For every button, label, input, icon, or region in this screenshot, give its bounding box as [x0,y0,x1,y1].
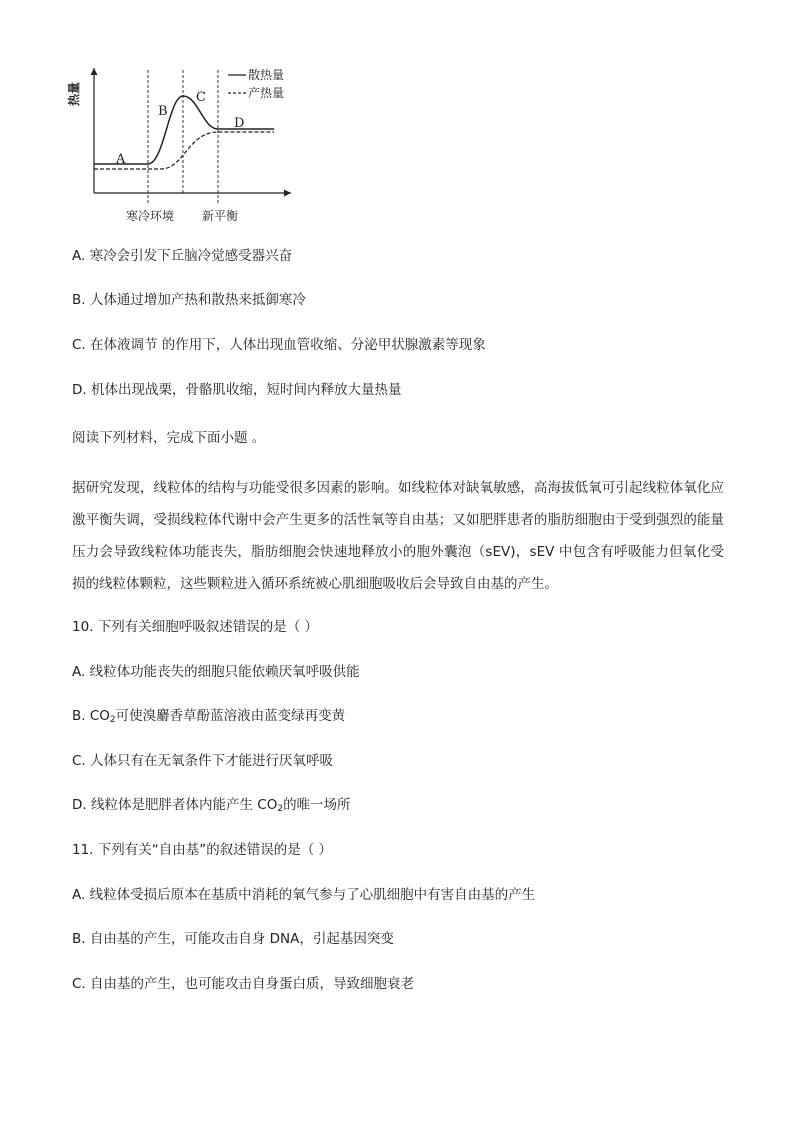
option-text-pre: CO [89,708,110,724]
option-key: D. [72,382,87,398]
q10-stem: 10. 下列有关细胞呼吸叙述错误的是（ ） [72,619,319,635]
legend-heat-dissipation: 散热量 [248,68,285,82]
stage-label-a: A [116,152,126,167]
option-key: A. [72,664,86,680]
q11-stem: 11. 下列有关“自由基”的叙述错误的是（ ） [72,842,333,858]
option-key: D. [72,797,87,813]
option-text-pre: 线粒体是肥胖者体内能产生 CO [90,797,278,813]
option-key: B. [72,931,86,947]
q9-option-a [72,246,292,266]
option-key: C. [72,337,86,353]
heat-chart [66,62,306,232]
reading-intro: 阅读下列材料，完成下面小题 。 [72,430,266,446]
option-text-post: 可使溴麝香草酚蓝溶液由蓝变绿再变黄 [115,708,346,724]
option-key: B. [72,292,86,308]
x-tick-new-balance: 新平衡 [202,209,239,223]
q10-option-d [72,795,351,815]
option-text: 人体通过增加产热和散热来抵御寒冷 [89,292,306,308]
heat-chart-svg [66,62,306,232]
q11-option-a [72,885,535,905]
option-key: C. [72,976,86,992]
option-text: 人体只有在无氧条件下才能进行厌氧呼吸 [90,753,334,769]
option-text: 机体出现战栗，骨骼肌收缩，短时间内释放大量热量 [90,382,402,398]
stage-label-b: B [158,104,168,119]
subscript: 2 [277,804,284,814]
y-axis-label: 热量 [67,81,81,107]
subscript: 2 [109,715,116,725]
q10-option-c [72,751,333,771]
reading-passage: 据研究发现，线粒体的结构与功能受很多因素的影响。如线粒体对缺氧敏感，高海拔低氧可引起线粒体氧化应激平衡失调，受损线粒体代谢中会产生更多的活性氧等自由基；又如肥胖患者的脂肪细胞由于受到强烈的能量压力会导致线粒体功能丧失，脂肪细胞会快速地释放小的胞外囊泡（sEV)，sEV 中包含有呼吸能力但氧化受损的线粒体颗粒，这些颗粒进入循环系统被心肌细胞吸收后会导致自由基的产生。 [72,480,724,592]
x-tick-cold-env: 寒冷环境 [126,209,175,223]
legend-heat-production: 产热量 [248,86,285,100]
stage-label-c: C [196,90,206,105]
option-text: 寒冷会引发下丘脑冷觉感受器兴奋 [89,248,293,264]
option-text: 在体液调节 的作用下，人体出现血管收缩、分泌甲状腺激素等现象 [90,337,486,353]
option-text: 自由基的产生，也可能攻击自身蛋白质，导致细胞衰老 [90,976,415,992]
q11-option-b [72,929,394,949]
stage-label-d: D [234,116,245,131]
q9-option-b [72,290,306,310]
q11-option-c [72,974,414,994]
option-text: 线粒体受损后原本在基质中消耗的氧气参与了心肌细胞中有害自由基的产生 [89,887,536,903]
option-text: 自由基的产生，可能攻击自身 DNA，引起基因突变 [89,931,394,947]
option-text-post: 的唯一场所 [283,797,351,813]
q10-option-a [72,662,360,682]
q9-option-d [72,380,401,400]
option-key: A. [72,248,86,264]
option-key: A. [72,887,86,903]
option-key: C. [72,753,86,769]
q9-option-c [72,335,486,355]
q10-option-b [72,706,345,726]
option-text: 线粒体功能丧失的细胞只能依赖厌氧呼吸供能 [89,664,360,680]
option-key: B. [72,708,86,724]
